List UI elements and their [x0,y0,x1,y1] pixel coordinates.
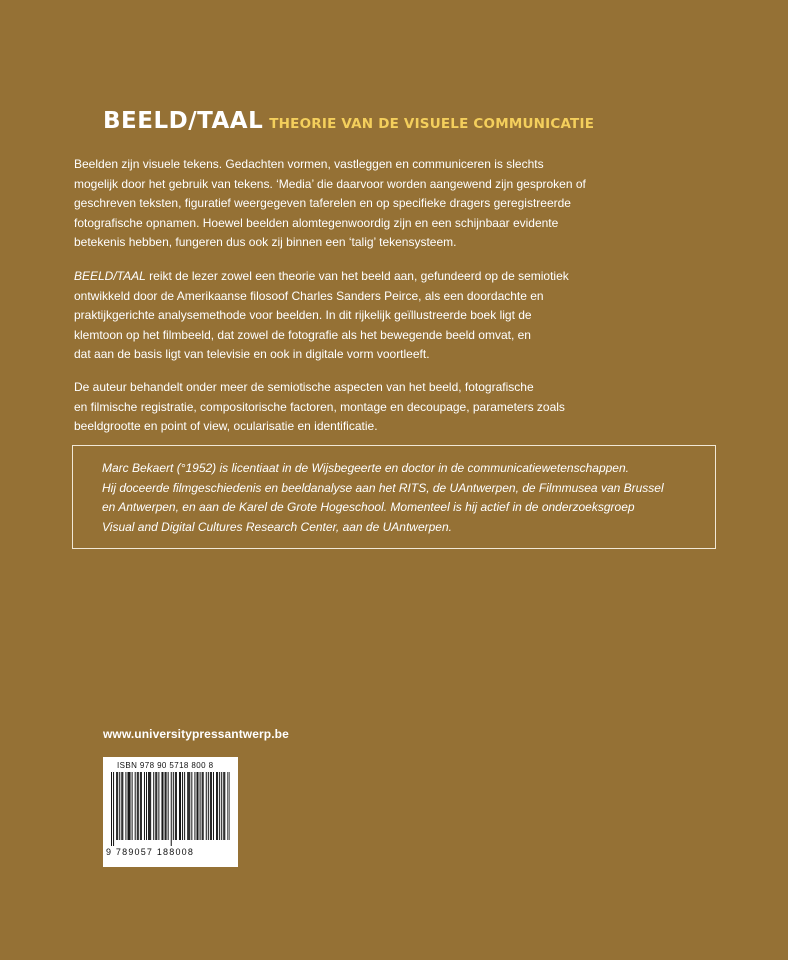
text-line [74,267,714,287]
book-title-row [103,108,594,134]
blurb-paragraph-3 [74,378,714,437]
text-line: klemtoon op het filmbeeld, dat zowel de fotografie als het bewegende beeld omvat, en [74,327,531,342]
publisher-url: www.universitypressantwerp.be [103,727,289,741]
text-line: Beelden zijn visuele tekens. Gedachten vormen, vastleggen en communiceren is slechts [74,157,544,171]
blurb-paragraph-1 [74,155,714,253]
isbn-barcode [103,757,238,867]
isbn-digits: 9 789057 188008 [106,847,195,857]
text-line: geschreven teksten, figuratief weergegeven taferelen en op specifieke dragers geregistreerde [74,196,571,210]
barcode-bars-icon [111,772,230,846]
text-line: fotografische opnamen. Hoewel beelden alomtegenwoordig zijn en een schijnbaar evidente [74,215,559,230]
text-line: dat aan de basis ligt van televisie en ook in digitale vorm voortleeft. [74,347,430,361]
book-title: BEELD/TAAL [103,108,264,134]
text-line: mogelijk door het gebruik van tekens. ‘Media’ die daarvoor worden aangewend zijn gesproken of [74,176,586,191]
author-bio-box [72,445,716,549]
author-bio [102,459,664,537]
text-line: Hij doceerde filmgeschiedenis en beeldanalyse aan het RITS, de UAntwerpen, de Filmmusea van Brussel [102,480,664,495]
text-line: en filmische registratie, compositorische factoren, montage en decoupage, parameters zoals [74,399,565,414]
text-line: beeldgrootte en point of view, ocularisatie en identificatie. [74,419,378,433]
text-line: en Antwerpen, en aan de Karel de Grote Hogeschool. Momenteel is hij actief in de onderzoeksgroep [102,500,635,514]
text-line: betekenis hebben, fungeren dus ook zij binnen een ‘talig’ tekensysteem. [74,235,457,249]
text-line: De auteur behandelt onder meer de semiotische aspecten van het beeld, fotografische [74,380,534,394]
text-line: Visual and Digital Cultures Research Center, aan de UAntwerpen. [102,519,452,534]
book-subtitle: THEORIE VAN DE VISUELE COMMUNICATIE [269,116,595,132]
text-run: reikt de lezer zowel een theorie van het beeld aan, gefundeerd op de semiotiek [145,269,569,283]
text-line: Marc Bekaert (°1952) is licentiaat in de Wijsbegeerte en doctor in de communicatiewetenschappen. [102,461,629,475]
book-title-inline: BEELD/TAAL [74,269,146,283]
text-line: praktijkgerichte analysemethode voor beelden. In dit rijkelijk geïllustreerde boek ligt de [74,308,532,322]
isbn-label: ISBN 978 90 5718 800 8 [117,761,214,770]
text-line: ontwikkeld door de Amerikaanse filosoof Charles Sanders Peirce, als een doordachte en [74,288,544,303]
blurb-paragraph-2 [74,267,714,365]
